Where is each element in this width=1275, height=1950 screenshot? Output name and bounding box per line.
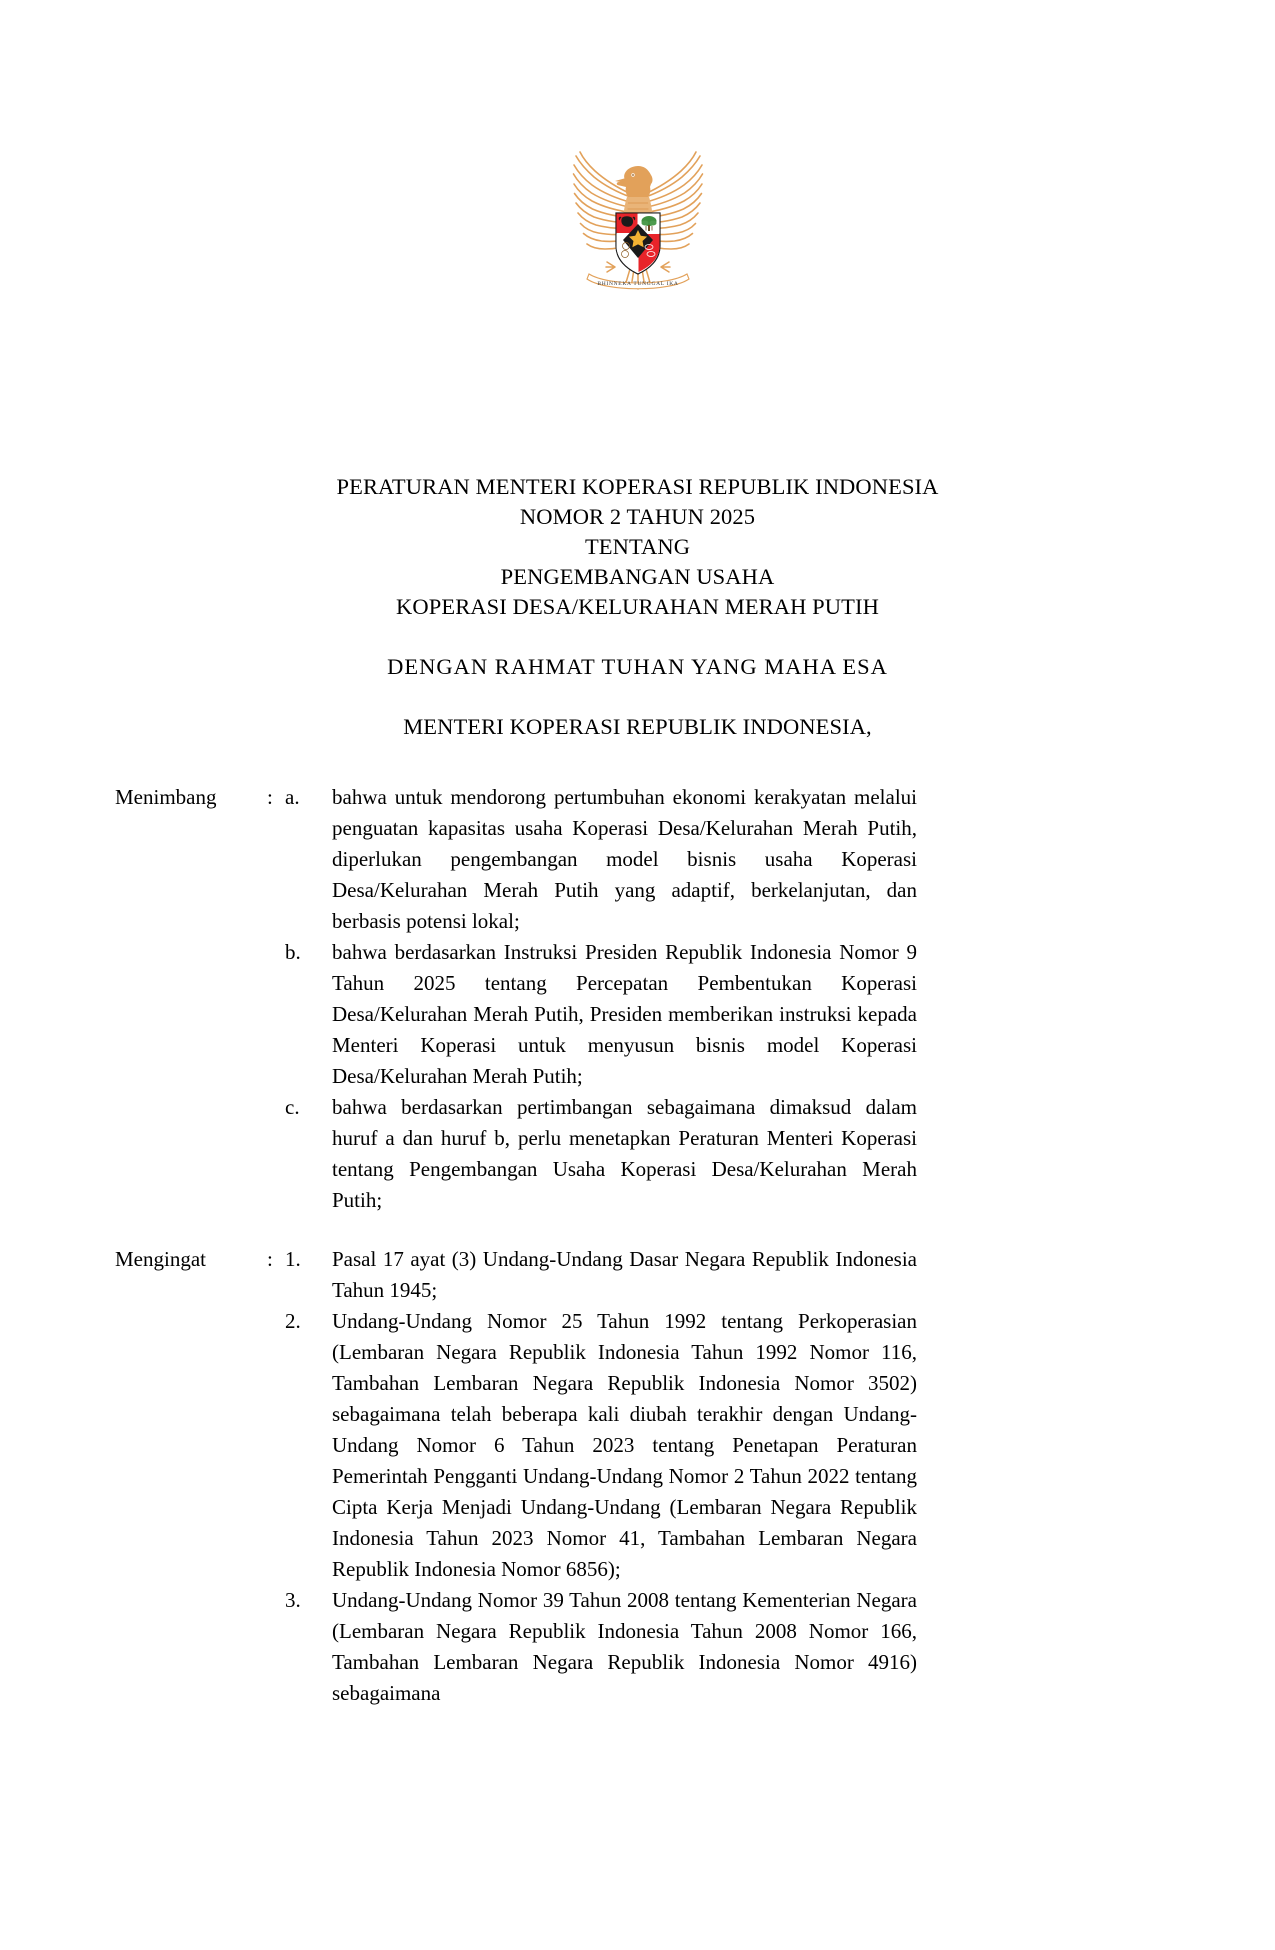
title-line-3: TENTANG: [584, 534, 691, 559]
invocation-line: DENGAN RAHMAT TUHAN YANG MAHA ESA: [387, 654, 888, 679]
item-marker: b.: [285, 940, 301, 964]
body-block: [115, 782, 917, 1740]
clause-colon-mengingat: :: [267, 1247, 273, 1271]
list-item: [285, 1585, 917, 1740]
list-item: [285, 1092, 917, 1216]
item-text: bahwa untuk mendorong pertumbuhan ekonomi kerakyatan melalui penguatan kapasitas usaha Koperasi Desa/Kelurahan Merah Putih, diperlukan pengembangan model bisnis usaha Koperasi Desa/Kelurahan Merah Putih yang adaptif, berkelanjutan, dan berbasis potensi lokal;: [332, 785, 917, 933]
list-item: [285, 1244, 917, 1306]
title-line-5: KOPERASI DESA/KELURAHAN MERAH PUTIH: [396, 594, 879, 619]
clause-menimbang: [115, 782, 917, 1216]
title-line-1: PERATURAN MENTERI KOPERASI REPUBLIK INDONESIA: [336, 474, 939, 499]
garuda-pancasila-emblem: [563, 138, 713, 290]
issuer-line: MENTERI KOPERASI REPUBLIK INDONESIA,: [403, 714, 872, 739]
item-text: bahwa berdasarkan Instruksi Presiden Republik Indonesia Nomor 9 Tahun 2025 tentang Percepatan Pembentukan Koperasi Desa/Kelurahan Merah Putih, Presiden memberikan instruksi kepada Menteri Koperasi untuk menyusun bisnis model Koperasi Desa/Kelurahan Merah Putih;: [332, 940, 917, 1088]
clause-colon-menimbang: :: [267, 785, 273, 809]
clause-label-menimbang: Menimbang: [115, 785, 217, 809]
item-marker: 3.: [285, 1588, 301, 1612]
pancasila-shield: [616, 213, 660, 274]
clause-label-mengingat: Mengingat: [115, 1247, 206, 1271]
item-marker: 1.: [285, 1247, 301, 1271]
item-marker: a.: [285, 785, 300, 809]
title-spacer-2: [128, 682, 1147, 712]
item-text: Undang-Undang Nomor 25 Tahun 1992 tentang Perkoperasian (Lembaran Negara Republik Indonesia Tahun 1992 Nomor 116, Tambahan Lembaran Negara Republik Indonesia Nomor 3502) sebagaimana telah beberapa kali diubah terakhir dengan Undang-Undang Nomor 6 Tahun 2023 tentang Penetapan Peraturan Pemerintah Pengganti Undang-Undang Nomor 2 Tahun 2022 tentang Cipta Kerja Menjadi Undang-Undang (Lembaran Negara Republik Indonesia Tahun 2023 Nomor 41, Tambahan Lembaran Negara Republik Indonesia Nomor 6856);: [332, 1309, 917, 1581]
title-block: [128, 472, 1147, 742]
clause-mengingat: [115, 1244, 917, 1740]
list-item: [285, 782, 917, 937]
motto-text: BHINNEKA TUNGGAL IKA: [596, 281, 679, 287]
clause-items-mengingat: [285, 1244, 917, 1740]
item-text: bahwa berdasarkan pertimbangan sebagaimana dimaksud dalam huruf a dan huruf b, perlu menetapkan Peraturan Menteri Koperasi tentang Pengembangan Usaha Koperasi Desa/Kelurahan Merah Putih;: [332, 1095, 917, 1212]
title-line-4: PENGEMBANGAN USAHA: [500, 564, 775, 589]
list-item: [285, 937, 917, 1092]
list-item: [285, 1306, 917, 1585]
title-line-2: NOMOR 2 TAHUN 2025: [519, 504, 756, 529]
emblem-container: [0, 138, 1275, 290]
item-marker: 2.: [285, 1309, 301, 1333]
item-marker: c.: [285, 1095, 300, 1119]
item-text: Undang-Undang Nomor 39 Tahun 2008 tentang Kementerian Negara (Lembaran Negara Republik Indonesia Tahun 2008 Nomor 166, Tambahan Lembaran Negara Republik Indonesia Nomor 4916) sebagaimana: [332, 1588, 917, 1705]
item-text: Pasal 17 ayat (3) Undang-Undang Dasar Negara Republik Indonesia Tahun 1945;: [332, 1247, 917, 1302]
title-spacer-1: [128, 622, 1147, 652]
clause-items-menimbang: [285, 782, 917, 1216]
